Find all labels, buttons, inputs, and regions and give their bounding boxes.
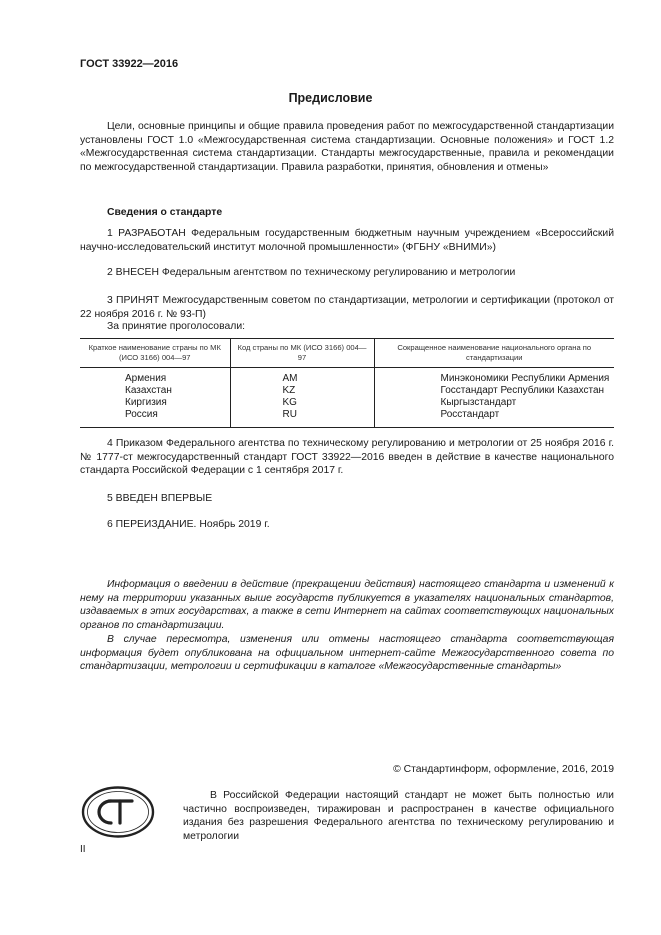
table-cell-code: RU [230, 409, 374, 428]
table-header-row [80, 339, 614, 368]
standard-info-item-3: 3 ПРИНЯТ Межгосударственным советом по стандартизации, метрологии и сертификации (протокол от 22 ноября 2016 г. № 93-П) [80, 295, 614, 320]
table-cell-country: Россия [80, 409, 230, 428]
voted-label: За принятие проголосовали: [107, 321, 246, 332]
standard-info-heading: Сведения о стандарте [107, 207, 223, 218]
note-info: Информация о введении в действие (прекращении действия) настоящего стандарта и изменений к нему на территории указанных выше государств публикуется в указателях национальных стандартов, издаваемых в этих государствах, а также в сети Интернет на сайтах соответствующих национальных органов по стандартизации. [80, 579, 614, 631]
rf-reproduction-notice: В Российской Федерации настоящий стандарт не может быть полностью или частично воспроизведен, тиражирован и распространен в качестве официального издания без разрешения Федерального агентства по техническому регулированию и метрологии [183, 790, 614, 842]
table-cell-code: KZ [230, 385, 374, 397]
rst-certification-mark-icon [80, 785, 156, 839]
standard-info-item-2: 2 ВНЕСЕН Федеральным агентством по техническому регулированию и метрологии [107, 267, 516, 278]
standard-info-item-5: 5 ВВЕДЕН ВПЕРВЫЕ [107, 493, 213, 504]
table-row [80, 397, 614, 409]
standard-info-item-1: 1 РАЗРАБОТАН Федеральным государственным бюджетным научным учреждением «Всероссийский научно-исследовательский институт молочной промышленности» (ФГБНУ «ВНИМИ») [80, 228, 614, 253]
document-code: ГОСТ 33922—2016 [80, 58, 179, 70]
preface-title: Предисловие [288, 91, 373, 105]
table-header-code: Код страны по МК (ИСО 3166) 004—97 [230, 339, 374, 368]
table-cell-code: KG [230, 397, 374, 409]
voting-countries-table [80, 338, 614, 428]
note-revision: В случае пересмотра, изменения или отмены настоящего стандарта соответствующая информация будет опубликована на официальном интернет-сайте Межгосударственного совета по стандартизации, метрологии и сертификации в каталоге «Межгосударственные стандарты» [80, 634, 614, 673]
table-cell-body: Госстандарт Республики Казахстан [374, 385, 614, 397]
table-cell-country: Казахстан [125, 385, 172, 396]
table-row [80, 385, 614, 397]
table-row [80, 368, 614, 386]
table-cell-code: AM [230, 368, 374, 386]
preface-intro: Цели, основные принципы и общие правила проведения работ по межгосударственной стандартизации установлены ГОСТ 1.0 «Межгосударственная система стандартизации. Основные положения» и ГОСТ 1.2 «Межгосударственная система стандартизации. Стандарты межгосударственные, правила и рекомендации по межгосударственной стандартизации. Правила разработки, принятия, обновления и отмены» [80, 121, 614, 173]
table-cell-body: Минэкономики Республики Армения [374, 368, 614, 386]
standard-info-item-6: 6 ПЕРЕИЗДАНИЕ. Ноябрь 2019 г. [107, 519, 270, 530]
table-header-body: Сокращенное наименование национального органа по стандартизации [374, 339, 614, 368]
table-row [80, 409, 614, 428]
table-cell-body: Росстандарт [374, 409, 614, 428]
table-cell-country: Киргизия [125, 397, 167, 408]
page-number: II [80, 844, 86, 855]
table-cell-country: Армения [125, 373, 167, 384]
table-header-country: Краткое наименование страны по МК (ИСО 3166) 004—97 [80, 339, 230, 368]
standard-info-item-4: 4 Приказом Федерального агентства по техническому регулированию и метрологии от 25 ноября 2016 г. № 1777-ст межгосударственный стандарт ГОСТ 33922—2016 введен в действие в качестве национального стандарта Российской Федерации с 1 сентября 2017 г. [80, 438, 614, 477]
copyright: © Стандартинформ, оформление, 2016, 2019 [393, 764, 614, 775]
table-cell-body: Кыргызстандарт [374, 397, 614, 409]
